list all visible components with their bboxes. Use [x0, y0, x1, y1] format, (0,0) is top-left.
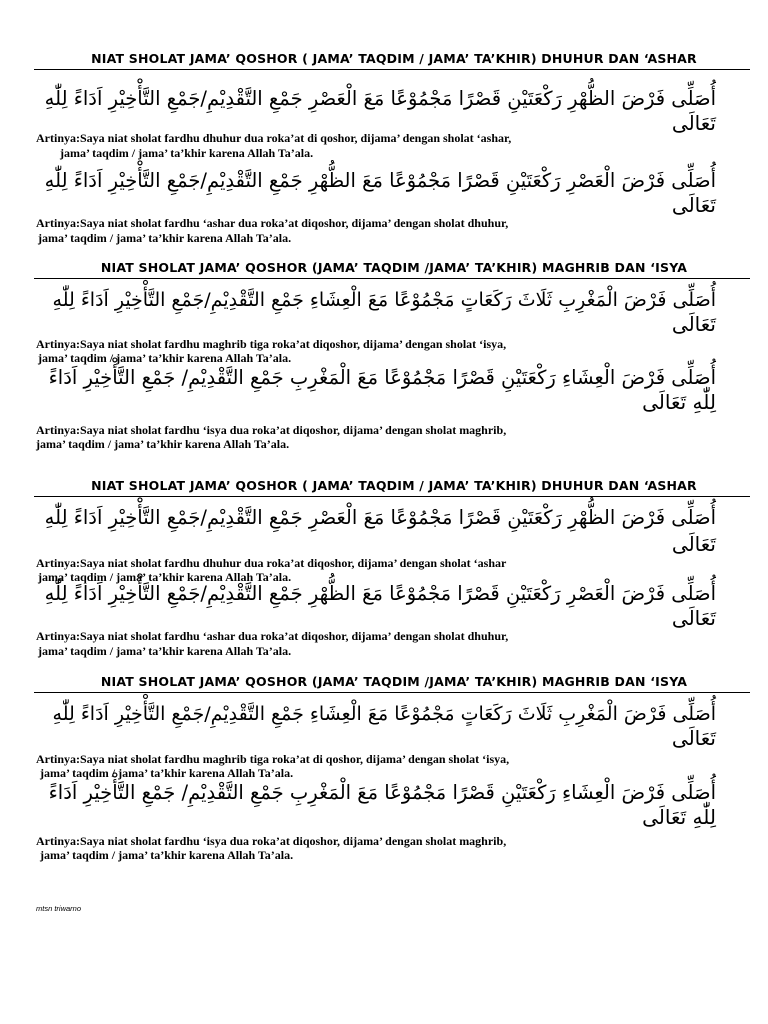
arabic-niat-line: أُصَلِّى فَرْضَ الْمَغْرِبِ ثَلَاثَ رَكَعَاتٍ مَجْمُوْعًا مَعَ الْعِشَاءِ جَمْعِ التَّقْدِيْمِ/جَمْعِ التَّأْخِيْرِ اَدَاءً لِلّٰهِ [52, 289, 716, 311]
arabic-niat-line: تَعَالَى [671, 726, 716, 750]
translation-line: jama’ taqdim / jama’ ta’khir karena Allah Ta’ala. [38, 570, 292, 584]
arabic-niat-line: تَعَالَى [671, 312, 716, 336]
arabic-niat-line: تَعَالَى [671, 193, 716, 217]
translation-line: Artinya:Saya niat sholat fardhu maghrib tiga roka’at di qoshor, dijama’ dengan sholat ‘isya, [36, 752, 510, 766]
arabic-niat-line: أُصَلِّى فَرْضَ الْعَصْرِ رَكْعَتَيْنِ قَصْرًا مَجْمُوْعًا مَعَ الظُّهْرِ جَمْعِ التَّقْدِيْمِ/جَمْعِ التَّأْخِيْرِ اَدَاءً لِلّٰهِ [44, 582, 716, 605]
translation-line: jama’ taqdim / jama’ ta’khir karena Allah Ta’ala. [40, 766, 294, 780]
translation-line: Artinya:Saya niat sholat fardhu dhuhur dua roka’at diqoshor, dijama’ dengan sholat ‘ashar [36, 556, 507, 570]
arabic-niat-line: لِلّٰهِ تَعَالَى [642, 805, 716, 829]
section-title: NIAT SHOLAT JAMA’ QOSHOR (JAMA’ TAQDIM /JAMA’ TA’KHIR) MAGHRIB DAN ‘ISYA [100, 674, 688, 689]
arabic-niat-line: تَعَالَى [671, 532, 716, 556]
arabic-niat-line: أُصَلِّى فَرْضَ الظُّهْرِ رَكْعَتَيْنِ قَصْرًا مَجْمُوْعًا مَعَ الْعَصْرِ جَمْعِ التَّقْدِيْمِ/جَمْعِ التَّأْخِيْرِ اَدَاءً لِلّٰهِ [44, 87, 716, 110]
translation-line: Artinya:Saya niat sholat fardhu ‘ashar dua roka’at diqoshor, dijama’ dengan sholat dhuhur, [36, 216, 509, 230]
arabic-niat-line: أُصَلِّى فَرْضَ الْمَغْرِبِ ثَلَاثَ رَكَعَاتٍ مَجْمُوْعًا مَعَ الْعِشَاءِ جَمْعِ التَّقْدِيْمِ/جَمْعِ التَّأْخِيْرِ اَدَاءً لِلّٰهِ [52, 703, 716, 725]
translation-line: jama’ taqdim / jama’ ta’khir karena Allah Ta’ala. [38, 644, 292, 658]
title-rule [34, 692, 750, 693]
translation-line: Artinya:Saya niat sholat fardhu ‘isya dua roka’at diqoshor, dijama’ dengan sholat maghrib, [36, 834, 507, 848]
translation-line: Artinya:Saya niat sholat fardhu ‘isya dua roka’at diqoshor, dijama’ dengan sholat maghrib, [36, 423, 507, 437]
translation-line: Artinya:Saya niat sholat fardhu ‘ashar dua roka’at diqoshor, dijama’ dengan sholat dhuhur, [36, 629, 509, 643]
arabic-niat-line: أُصَلِّى فَرْضَ الظُّهْرِ رَكْعَتَيْنِ قَصْرًا مَجْمُوْعًا مَعَ الْعَصْرِ جَمْعِ التَّقْدِيْمِ/جَمْعِ التَّأْخِيْرِ اَدَاءً لِلّٰهِ [44, 506, 716, 529]
footer-credit: mtsn triwarno [36, 904, 82, 913]
translation-line: jama’ taqdim / jama’ ta’khir karena Allah Ta’ala. [38, 231, 292, 245]
arabic-niat-line: تَعَالَى [671, 606, 716, 630]
translation-line: jama’ taqdim / jama’ ta’khir karena Allah Ta’ala. [36, 437, 290, 451]
translation-line: jama’ taqdim / jama’ ta’khir karena Allah Ta’ala. [40, 848, 294, 862]
translation-line: Artinya:Saya niat sholat fardhu maghrib tiga roka’at diqoshor, dijama’ dengan sholat ‘isya, [36, 337, 507, 351]
arabic-niat-line: أُصَلِّى فَرْضَ الْعَصْرِ رَكْعَتَيْنِ قَصْرًا مَجْمُوْعًا مَعَ الظُّهْرِ جَمْعِ التَّقْدِيْمِ/جَمْعِ التَّأْخِيْرِ اَدَاءً لِلّٰهِ [44, 169, 716, 192]
translation-line: jama’ taqdim / jama’ ta’khir karena Allah Ta’ala. [60, 146, 314, 160]
section-title: NIAT SHOLAT JAMA’ QOSHOR ( JAMA’ TAQDIM / JAMA’ TA’KHIR) DHUHUR DAN ‘ASHAR [91, 51, 697, 66]
title-rule [34, 496, 750, 497]
section-title: NIAT SHOLAT JAMA’ QOSHOR (JAMA’ TAQDIM /JAMA’ TA’KHIR) MAGHRIB DAN ‘ISYA [100, 260, 688, 275]
title-rule [34, 278, 750, 279]
arabic-niat-line: لِلّٰهِ تَعَالَى [642, 390, 716, 414]
title-rule [34, 69, 750, 70]
translation-line: jama’ taqdim / jama’ ta’khir karena Allah Ta’ala. [38, 351, 292, 365]
arabic-niat-line: أُصَلِّى فَرْضَ الْعِشَاءِ رَكْعَتَيْنِ قَصْرًا مَجْمُوْعًا مَعَ الْمَغْرِبِ جَمْعِ التَّقْدِيْمِ/ جَمْعِ التَّأْخِيْرِ اَدَاءً [48, 781, 716, 804]
arabic-niat-line: أُصَلِّى فَرْضَ الْعِشَاءِ رَكْعَتَيْنِ قَصْرًا مَجْمُوْعًا مَعَ الْمَغْرِبِ جَمْعِ التَّقْدِيْمِ/ جَمْعِ التَّأْخِيْرِ اَدَاءً [48, 366, 716, 389]
arabic-niat-line: تَعَالَى [671, 111, 716, 135]
translation-line: Artinya:Saya niat sholat fardhu dhuhur dua roka’at di qoshor, dijama’ dengan sholat ‘ashar, [36, 131, 512, 145]
section-title: NIAT SHOLAT JAMA’ QOSHOR ( JAMA’ TAQDIM / JAMA’ TA’KHIR) DHUHUR DAN ‘ASHAR [91, 478, 697, 493]
